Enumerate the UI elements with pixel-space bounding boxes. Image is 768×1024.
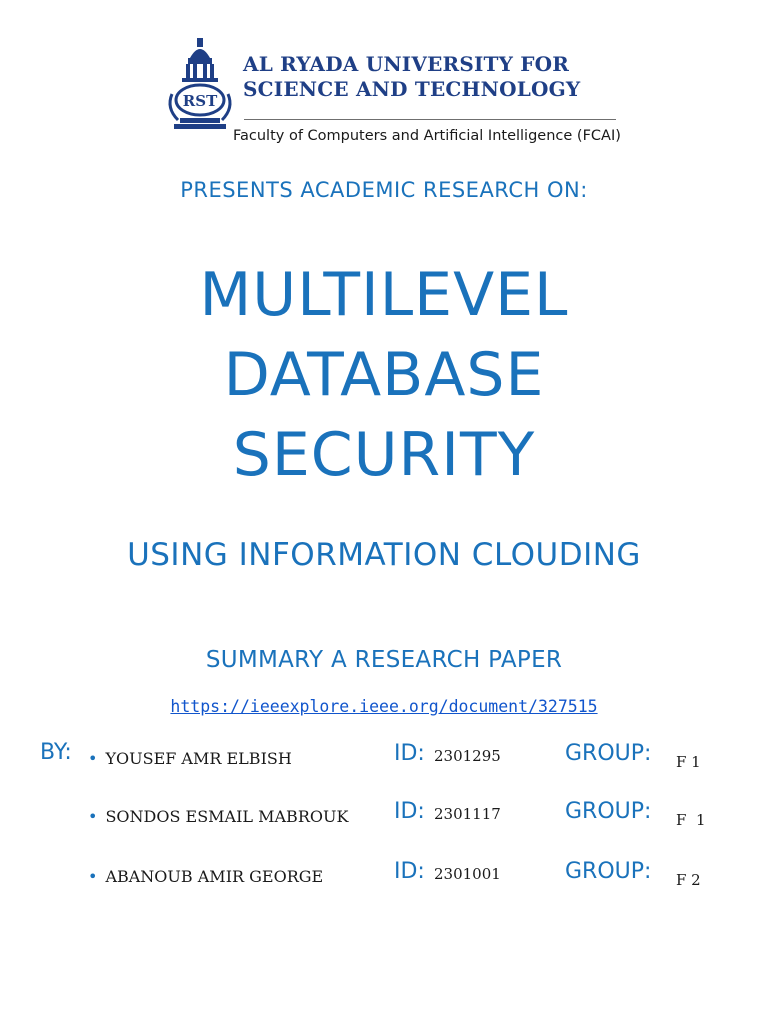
title-line-1: MULTILEVEL: [199, 260, 569, 330]
paper-link[interactable]: https://ieeexplore.ieee.org/document/327515: [170, 697, 598, 716]
presents-heading: PRESENTS ACADEMIC RESEARCH ON:: [180, 178, 588, 202]
author-row: [0, 741, 768, 775]
logo-emblem-text: RST: [182, 92, 218, 110]
author-id: 2301295: [434, 747, 501, 765]
author-row: [0, 799, 768, 833]
author-name-text: ABANOUB AMIR GEORGE: [105, 867, 324, 886]
author-name: [88, 749, 292, 768]
university-header: [160, 30, 620, 160]
group-label: GROUP:: [565, 799, 652, 824]
author-id: 2301117: [434, 805, 501, 823]
title-line-3: SECURITY: [232, 420, 536, 490]
author-name: [88, 807, 348, 826]
author-name-text: YOUSEF AMR ELBISH: [105, 749, 292, 768]
id-label: ID:: [394, 799, 425, 824]
author-group: F 2: [676, 871, 701, 889]
group-label: GROUP:: [565, 741, 652, 766]
bullet: •: [88, 749, 98, 768]
header-divider: [244, 119, 616, 120]
author-name-text: SONDOS ESMAIL MABROUK: [105, 807, 349, 826]
faculty-name: Faculty of Computers and Artificial Intelligence (FCAI): [233, 128, 621, 144]
author-name: [88, 867, 323, 886]
bullet: •: [88, 807, 98, 826]
paper-title: [0, 255, 768, 495]
university-line-2: SCIENCE AND TECHNOLOGY: [243, 77, 581, 101]
university-line-1: AL RYADA UNIVERSITY FOR: [243, 52, 570, 76]
author-id: 2301001: [434, 865, 501, 883]
author-group: F 1: [676, 753, 701, 771]
summary-heading: SUMMARY A RESEARCH PAPER: [205, 647, 563, 673]
id-label: ID:: [394, 741, 425, 766]
group-label: GROUP:: [565, 859, 652, 884]
author-group: F 1: [676, 811, 706, 829]
paper-subtitle: USING INFORMATION CLOUDING: [127, 537, 641, 573]
title-line-2: DATABASE: [223, 340, 545, 410]
id-label: ID:: [394, 859, 425, 884]
by-label: BY:: [40, 740, 72, 765]
university-name: [243, 52, 580, 102]
author-row: [0, 859, 768, 893]
bullet: •: [88, 867, 98, 886]
university-logo: [160, 36, 240, 132]
